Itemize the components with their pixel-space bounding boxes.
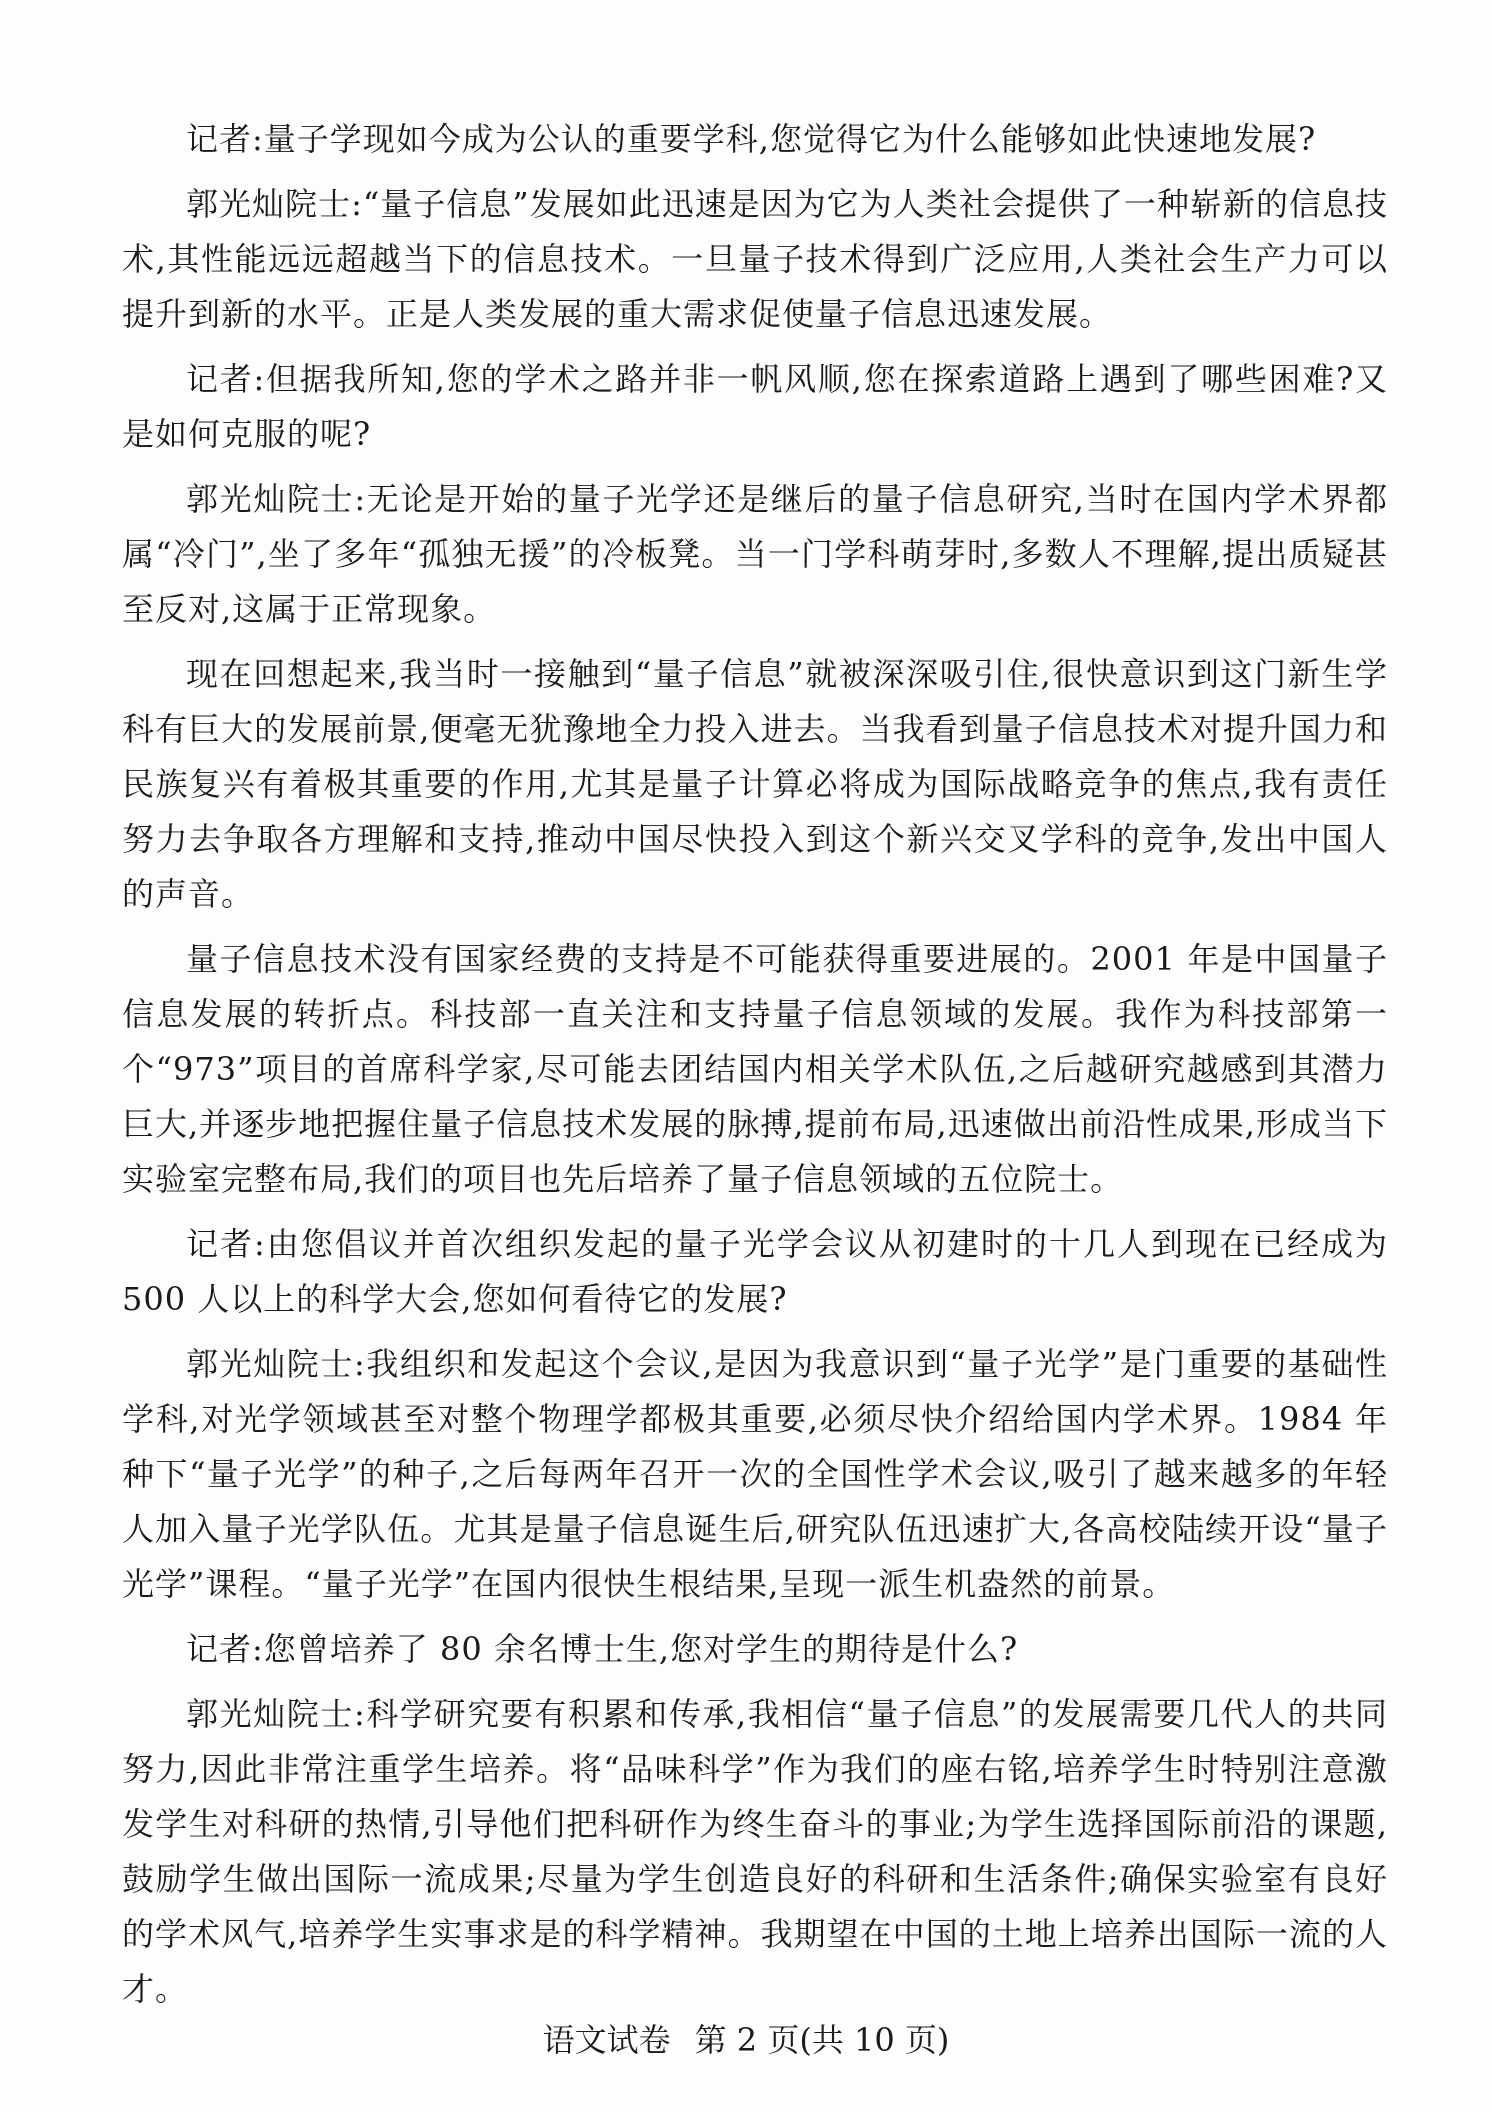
page-footer <box>0 2018 1492 2062</box>
paragraph-reporter-question-1: 记者:量子学现如今成为公认的重要学科,您觉得它为什么能够如此快速地发展? <box>186 120 1317 158</box>
paragraph-guo-answer-1: 郭光灿院士:“量子信息”发展如此迅速是因为它为人类社会提供了一种崭新的信息技术,其性能远远超越当下的信息技术。一旦量子技术得到广泛应用,人类社会生产力可以提升到新的水平。正是人类发展的重大需求促使量子信息迅速发展。 <box>122 185 1388 333</box>
paragraph-reporter-question-4: 记者:您曾培养了 80 余名博士生,您对学生的期待是什么? <box>186 1630 1019 1668</box>
paragraph-guo-answer-2a: 郭光灿院士:无论是开始的量子光学还是继后的量子信息研究,当时在国内学术界都属“冷门”,坐了多年“孤独无援”的冷板凳。当一门学科萌芽时,多数人不理解,提出质疑甚至反对,这属于正常现象。 <box>122 480 1388 628</box>
paragraph-reporter-question-2: 记者:但据我所知,您的学术之路并非一帆风顺,您在探索道路上遇到了哪些困难?又是如何克服的呢? <box>122 360 1388 453</box>
paragraph-guo-answer-4: 郭光灿院士:科学研究要有积累和传承,我相信“量子信息”的发展需要几代人的共同努力,因此非常注重学生培养。将“品味科学”作为我们的座右铭,培养学生时特别注意激发学生对科研的热情,引导他们把科研作为终生奋斗的事业;为学生选择国际前沿的课题,鼓励学生做出国际一流成果;尽量为学生创造良好的科研和生活条件;确保实验室有良好的学术风气,培养学生实事求是的科学精神。我期望在中国的土地上培养出国际一流的人才。 <box>122 1695 1388 2008</box>
footer-subject: 语文试卷 <box>542 2021 671 2059</box>
article-body <box>122 112 1388 2027</box>
footer-page-number: 第 2 页(共 10 页) <box>694 2021 950 2059</box>
paragraph-guo-answer-2b: 现在回想起来,我当时一接触到“量子信息”就被深深吸引住,很快意识到这门新生学科有巨大的发展前景,便毫无犹豫地全力投入进去。当我看到量子信息技术对提升国力和民族复兴有着极其重要的作用,尤其是量子计算必将成为国际战略竞争的焦点,我有责任努力去争取各方理解和支持,推动中国尽快投入到这个新兴交叉学科的竞争,发出中国人的声音。 <box>122 655 1388 913</box>
paragraph-reporter-question-3: 记者:由您倡议并首次组织发起的量子光学会议从初建时的十几人到现在已经成为 500 人以上的科学大会,您如何看待它的发展? <box>122 1225 1388 1318</box>
paragraph-guo-answer-3: 郭光灿院士:我组织和发起这个会议,是因为我意识到“量子光学”是门重要的基础性学科,对光学领域甚至对整个物理学都极其重要,必须尽快介绍给国内学术界。1984 年种下“量子光学”的种子,之后每两年召开一次的全国性学术会议,吸引了越来越多的年轻人加入量子光学队伍。尤其是量子信息诞生后,研究队伍迅速扩大,各高校陆续开设“量子光学”课程。“量子光学”在国内很快生根结果,呈现一派生机盎然的前景。 <box>122 1345 1388 1603</box>
paragraph-guo-answer-2c: 量子信息技术没有国家经费的支持是不可能获得重要进展的。2001 年是中国量子信息发展的转折点。科技部一直关注和支持量子信息领域的发展。我作为科技部第一个“973”项目的首席科学家,尽可能去团结国内相关学术队伍,之后越研究越感到其潜力巨大,并逐步地把握住量子信息技术发展的脉搏,提前布局,迅速做出前沿性成果,形成当下实验室完整布局,我们的项目也先后培养了量子信息领域的五位院士。 <box>122 940 1388 1198</box>
